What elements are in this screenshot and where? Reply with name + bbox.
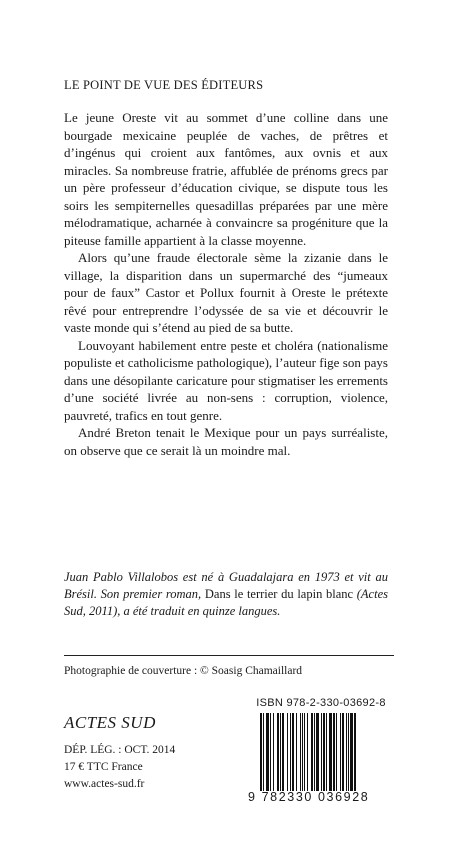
isbn-block bbox=[248, 697, 394, 809]
blurb-paragraph: Le jeune Oreste vit au sommet d’une colline dans une bourgade mexicaine peuplée de vaches, de prêtres et d’ingénus qui croient aux fantômes, aux ovnis et aux miracles. Sa nombreuse fratrie, affublée de prénoms grecs par un père professeur d’éducation civique, se dispute tous les soirs les sempiternelles quesadillas préparées par une mère mélodramatique, acharnée à convaincre sa progéniture que la piteuse famille appartient à la classe moyenne. bbox=[64, 110, 388, 248]
author-bio-text: Juan Pablo Villalobos est né à Guadalajara en 1973 et vit au Brésil. Son premier roman, bbox=[64, 570, 388, 601]
barcode-digits: 9 782330 036928 bbox=[248, 790, 370, 804]
section-heading: LE POINT DE VUE DES ÉDITEURS bbox=[64, 78, 264, 92]
author-bio bbox=[64, 569, 388, 620]
price: 17 € TTC France bbox=[64, 761, 143, 773]
blurb bbox=[64, 109, 388, 459]
photo-credit: Photographie de couverture : © Soasig Chamaillard bbox=[64, 665, 303, 677]
publisher-logo: ACTES SUD bbox=[64, 713, 156, 732]
isbn-number: ISBN 978-2-330-03692-8 bbox=[256, 697, 386, 709]
previous-novel-title: Dans le terrier du lapin blanc bbox=[204, 587, 354, 601]
barcode bbox=[256, 713, 390, 791]
blurb-paragraph: André Breton tenait le Mexique pour un pays surréaliste, on observe que ce serait là un moindre mal. bbox=[64, 425, 388, 458]
divider bbox=[64, 655, 394, 656]
website: www.actes-sud.fr bbox=[64, 778, 145, 790]
legal-deposit: DÉP. LÉG. : OCT. 2014 bbox=[64, 744, 176, 756]
blurb-paragraph: Alors qu’une fraude électorale sème la zizanie dans le village, la disparition dans un supermarché des “jumeaux pour de faux” Castor et Pollux fournit à Oreste le prétexte rêvé pour entreprendre l’odyssée de sa vie et découvrir le vaste monde qui s’étend au pied de sa butte. bbox=[64, 250, 388, 335]
publication-info bbox=[64, 742, 175, 793]
blurb-paragraph: Louvoyant habilement entre peste et choléra (nationalisme populiste et catholicisme pathologique), l’auteur fige son pays dans une désopilante caricature pour stigmatiser les errements d’une société livrée au non-sens : corruption, violence, pauvreté, trafics en tout genre. bbox=[64, 337, 388, 423]
author-bio-text-end: (Actes Sud, 2011), a été traduit en quinze langues. bbox=[64, 587, 388, 618]
